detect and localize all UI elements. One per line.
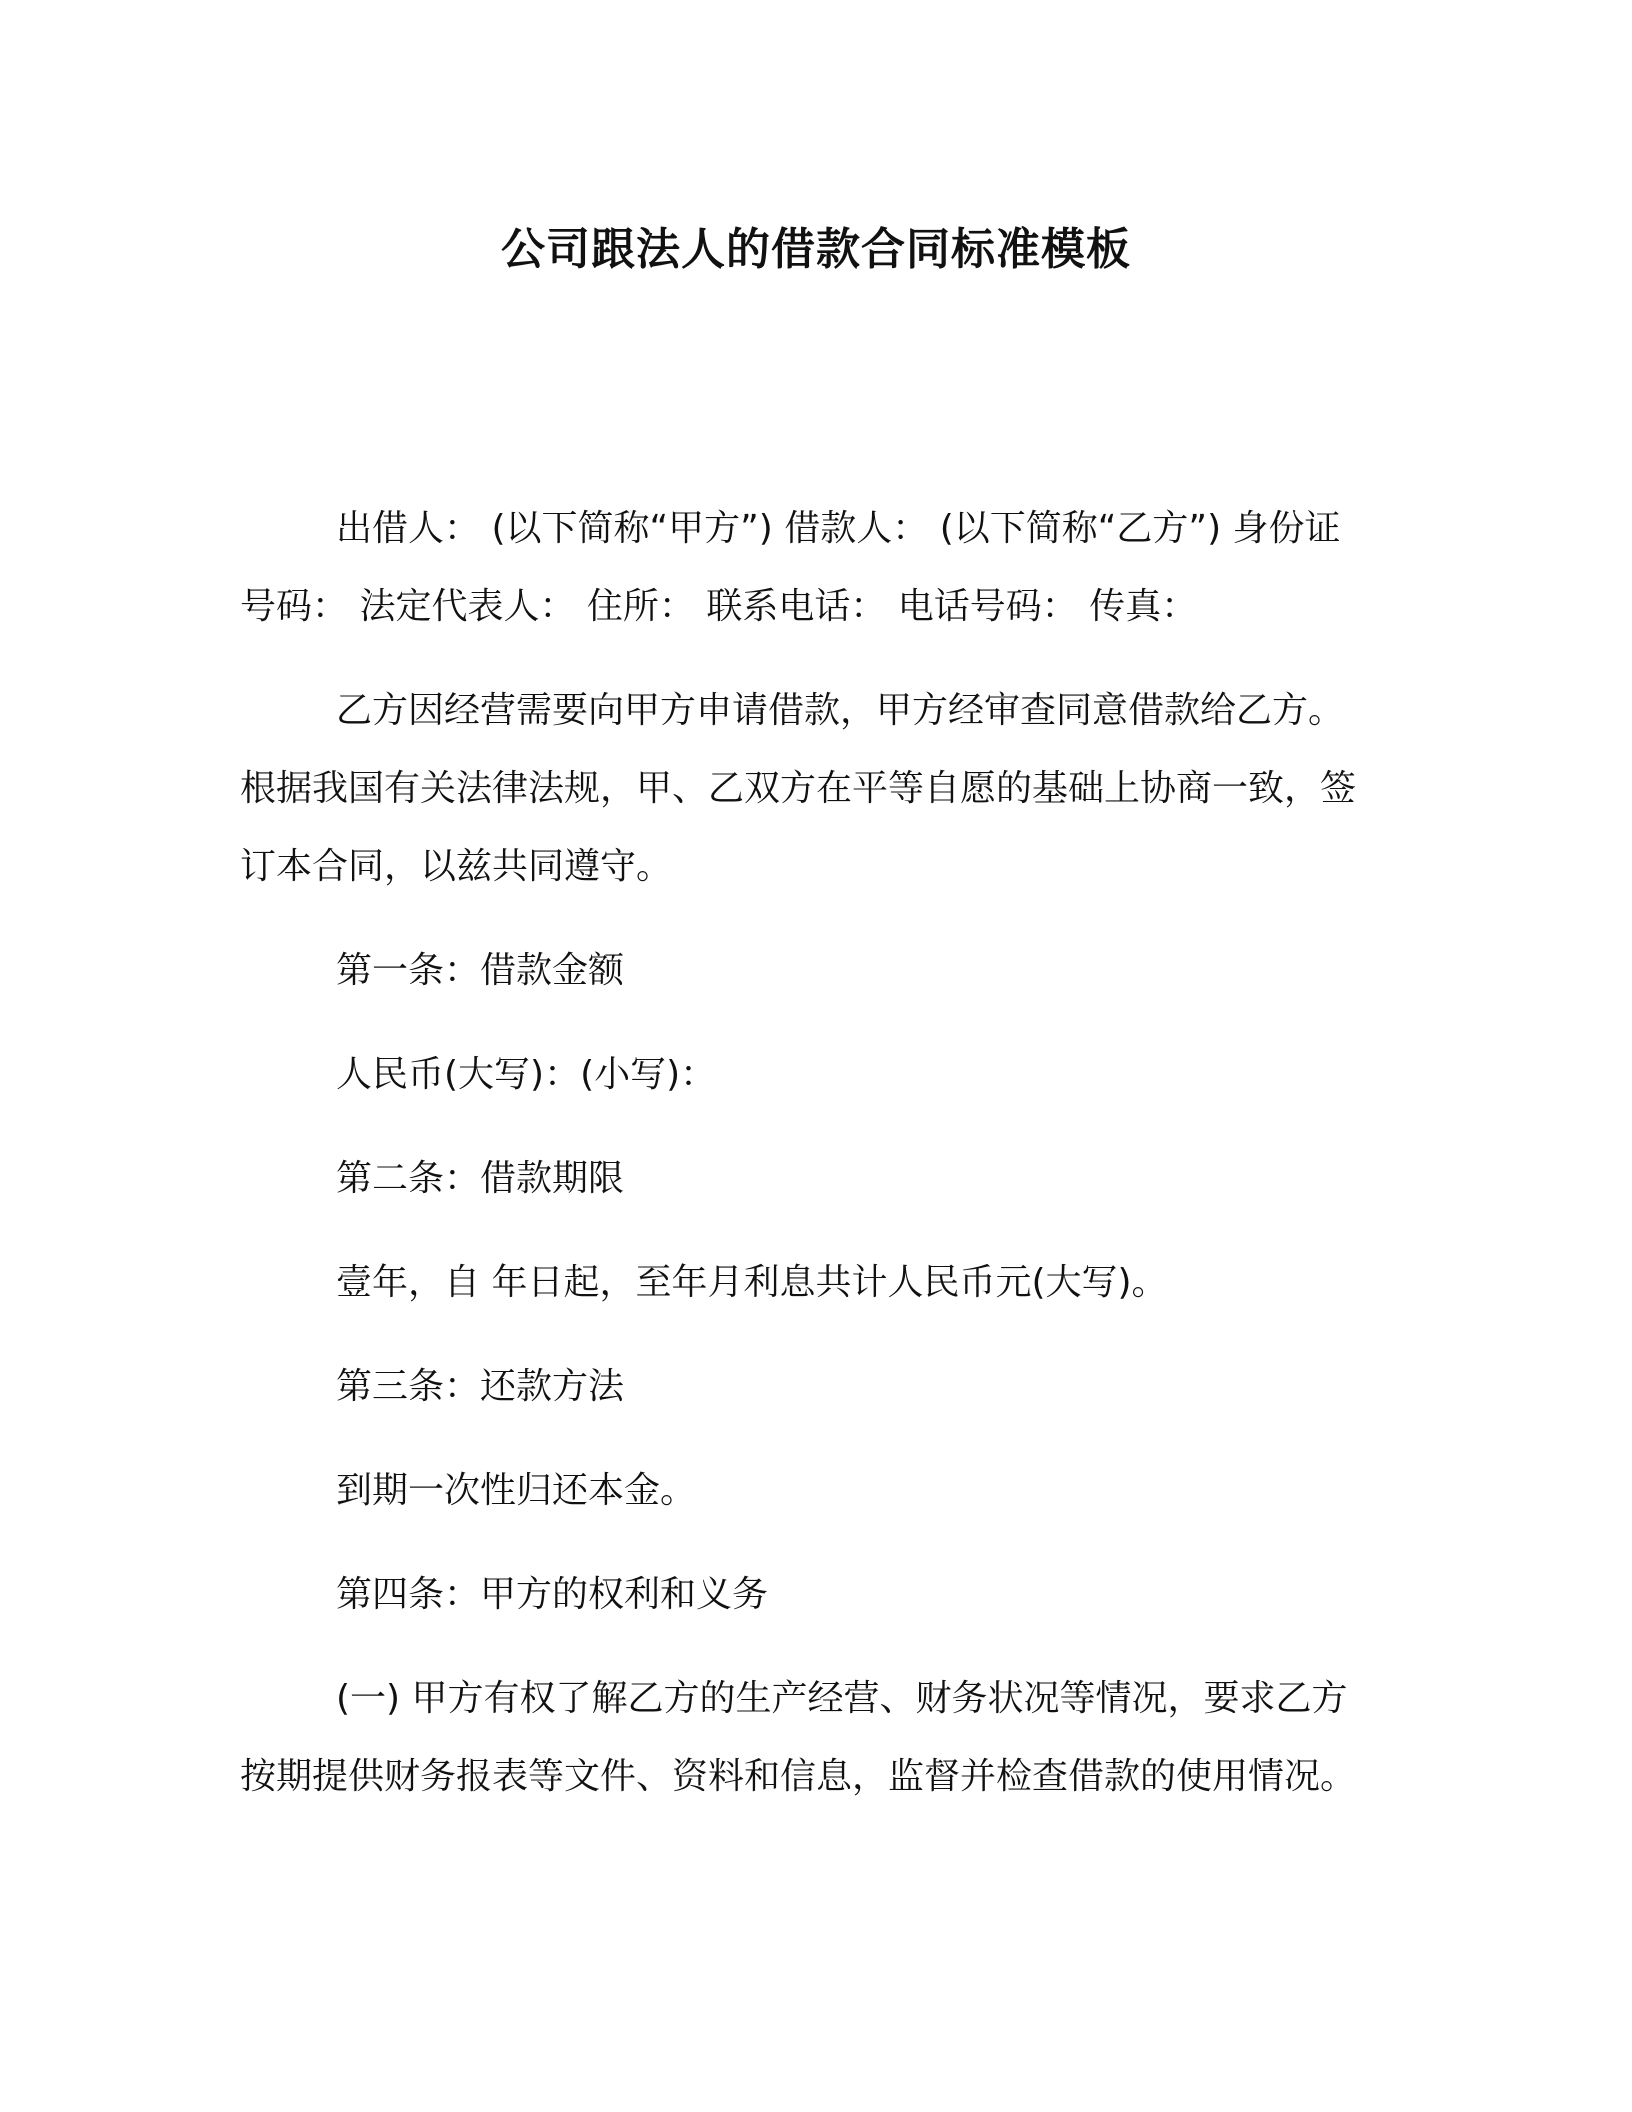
article-3-heading: 第三条：还款方法 bbox=[336, 1366, 625, 1407]
article-1-heading: 第一条：借款金额 bbox=[336, 950, 625, 991]
article-2-heading: 第二条：借款期限 bbox=[336, 1158, 625, 1199]
loan-term-line: 壹年，自 年日起，至年月利息共计人民币元(大写)。 bbox=[336, 1262, 1168, 1303]
article-4-heading: 第四条：甲方的权利和义务 bbox=[336, 1574, 769, 1615]
document-title: 公司跟法人的借款合同标准模板 bbox=[501, 224, 1131, 275]
document-body bbox=[240, 490, 1370, 1842]
lender-rights-paragraph: (一) 甲方有权了解乙方的生产经营、财务状况等情况，要求乙方按期提供财务报表等文件、资料和信息，监督并检查借款的使用情况。 bbox=[240, 1678, 1357, 1797]
repayment-line: 到期一次性归还本金。 bbox=[336, 1470, 697, 1511]
preamble-paragraph: 乙方因经营需要向甲方申请借款，甲方经审查同意借款给乙方。根据我国有关法律法规，甲、乙双方在平等自愿的基础上协商一致，签订本合同，以兹共同遵守。 bbox=[240, 690, 1357, 887]
loan-amount-line: 人民币(大写)：(小写)： bbox=[336, 1054, 717, 1095]
parties-paragraph: 出借人： (以下简称“甲方”) 借款人： (以下简称“乙方”) 身份证号码： 法定代表人： 住所： 联系电话： 电话号码： 传真： bbox=[240, 508, 1341, 627]
